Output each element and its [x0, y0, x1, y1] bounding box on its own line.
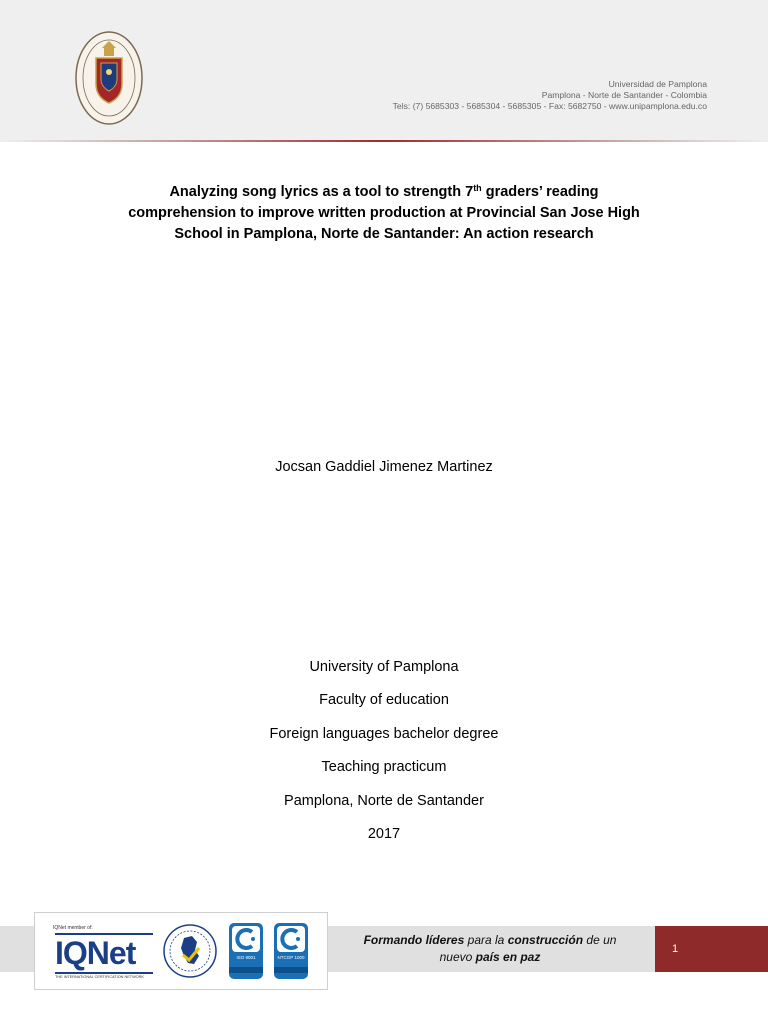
- title-part-2: graders’ reading comprehension to improve written production at Provincial San Jose High School in Pamplona, Norte de Santander: An action research: [128, 184, 640, 242]
- header-divider: [0, 140, 768, 142]
- iqnet-logo: [53, 925, 158, 983]
- info-course: Teaching practicum: [321, 759, 447, 776]
- ntcgp-1000-icontec-mark: [274, 967, 308, 973]
- footer-motto: [340, 932, 640, 966]
- motto-word-7: país en paz: [475, 950, 541, 964]
- iqnet-member-label: IQNet member of:: [53, 925, 93, 931]
- letterhead-header: [0, 0, 768, 140]
- motto-word-3: para la: [467, 933, 505, 947]
- iso-9001-icontec-mark: [229, 967, 263, 973]
- page-number: 1: [671, 943, 679, 955]
- motto-word-5: de un: [586, 933, 617, 947]
- certification-logos: [34, 912, 328, 990]
- author-name: Jocsan Gaddiel Jimenez Martinez: [275, 459, 493, 475]
- info-university: University of Pamplona: [309, 659, 459, 675]
- info-faculty: Faculty of education: [319, 692, 449, 709]
- title-superscript: th: [473, 183, 482, 193]
- contact-line-name: Universidad de Pamplona: [608, 79, 707, 89]
- institution-info: [0, 658, 768, 858]
- iso-9001-icon: [232, 926, 260, 952]
- university-contact-block: [393, 79, 707, 112]
- info-program: Foreign languages bachelor degree: [269, 725, 499, 742]
- iqnet-wordmark: IQNet: [55, 935, 136, 971]
- motto-word-2: líderes: [425, 933, 465, 947]
- document-title: [120, 182, 648, 245]
- iqnet-bottom-rule: [55, 972, 153, 974]
- ntcgp-1000-icon: [277, 926, 305, 952]
- title-part-1: Analyzing song lyrics as a tool to strength 7: [169, 184, 474, 200]
- colombia-certification-seal-icon: [163, 922, 217, 980]
- ntcgp-1000-badge: [274, 923, 308, 979]
- info-location: Pamplona, Norte de Santander: [284, 792, 484, 809]
- iqnet-tagline: THE INTERNATIONAL CERTIFICATION NETWORK: [55, 975, 144, 979]
- contact-line-location: Pamplona - Norte de Santander - Colombia: [541, 90, 707, 100]
- contact-line-phones: Tels: (7) 5685303 - 5685304 - 5685305 - Fax: 5682750 - www.unipamplona.edu.co: [392, 101, 707, 111]
- iso-9001-badge: [229, 923, 263, 979]
- university-seal-icon: [74, 30, 144, 126]
- ntcgp-1000-label: NTCGP 1000: [277, 955, 305, 960]
- motto-word-1: Formando: [363, 933, 423, 947]
- motto-word-6: nuevo: [439, 950, 473, 964]
- motto-word-4: construcción: [507, 933, 584, 947]
- info-year: 2017: [367, 825, 401, 842]
- iso-9001-label: ISO 9001: [236, 955, 256, 960]
